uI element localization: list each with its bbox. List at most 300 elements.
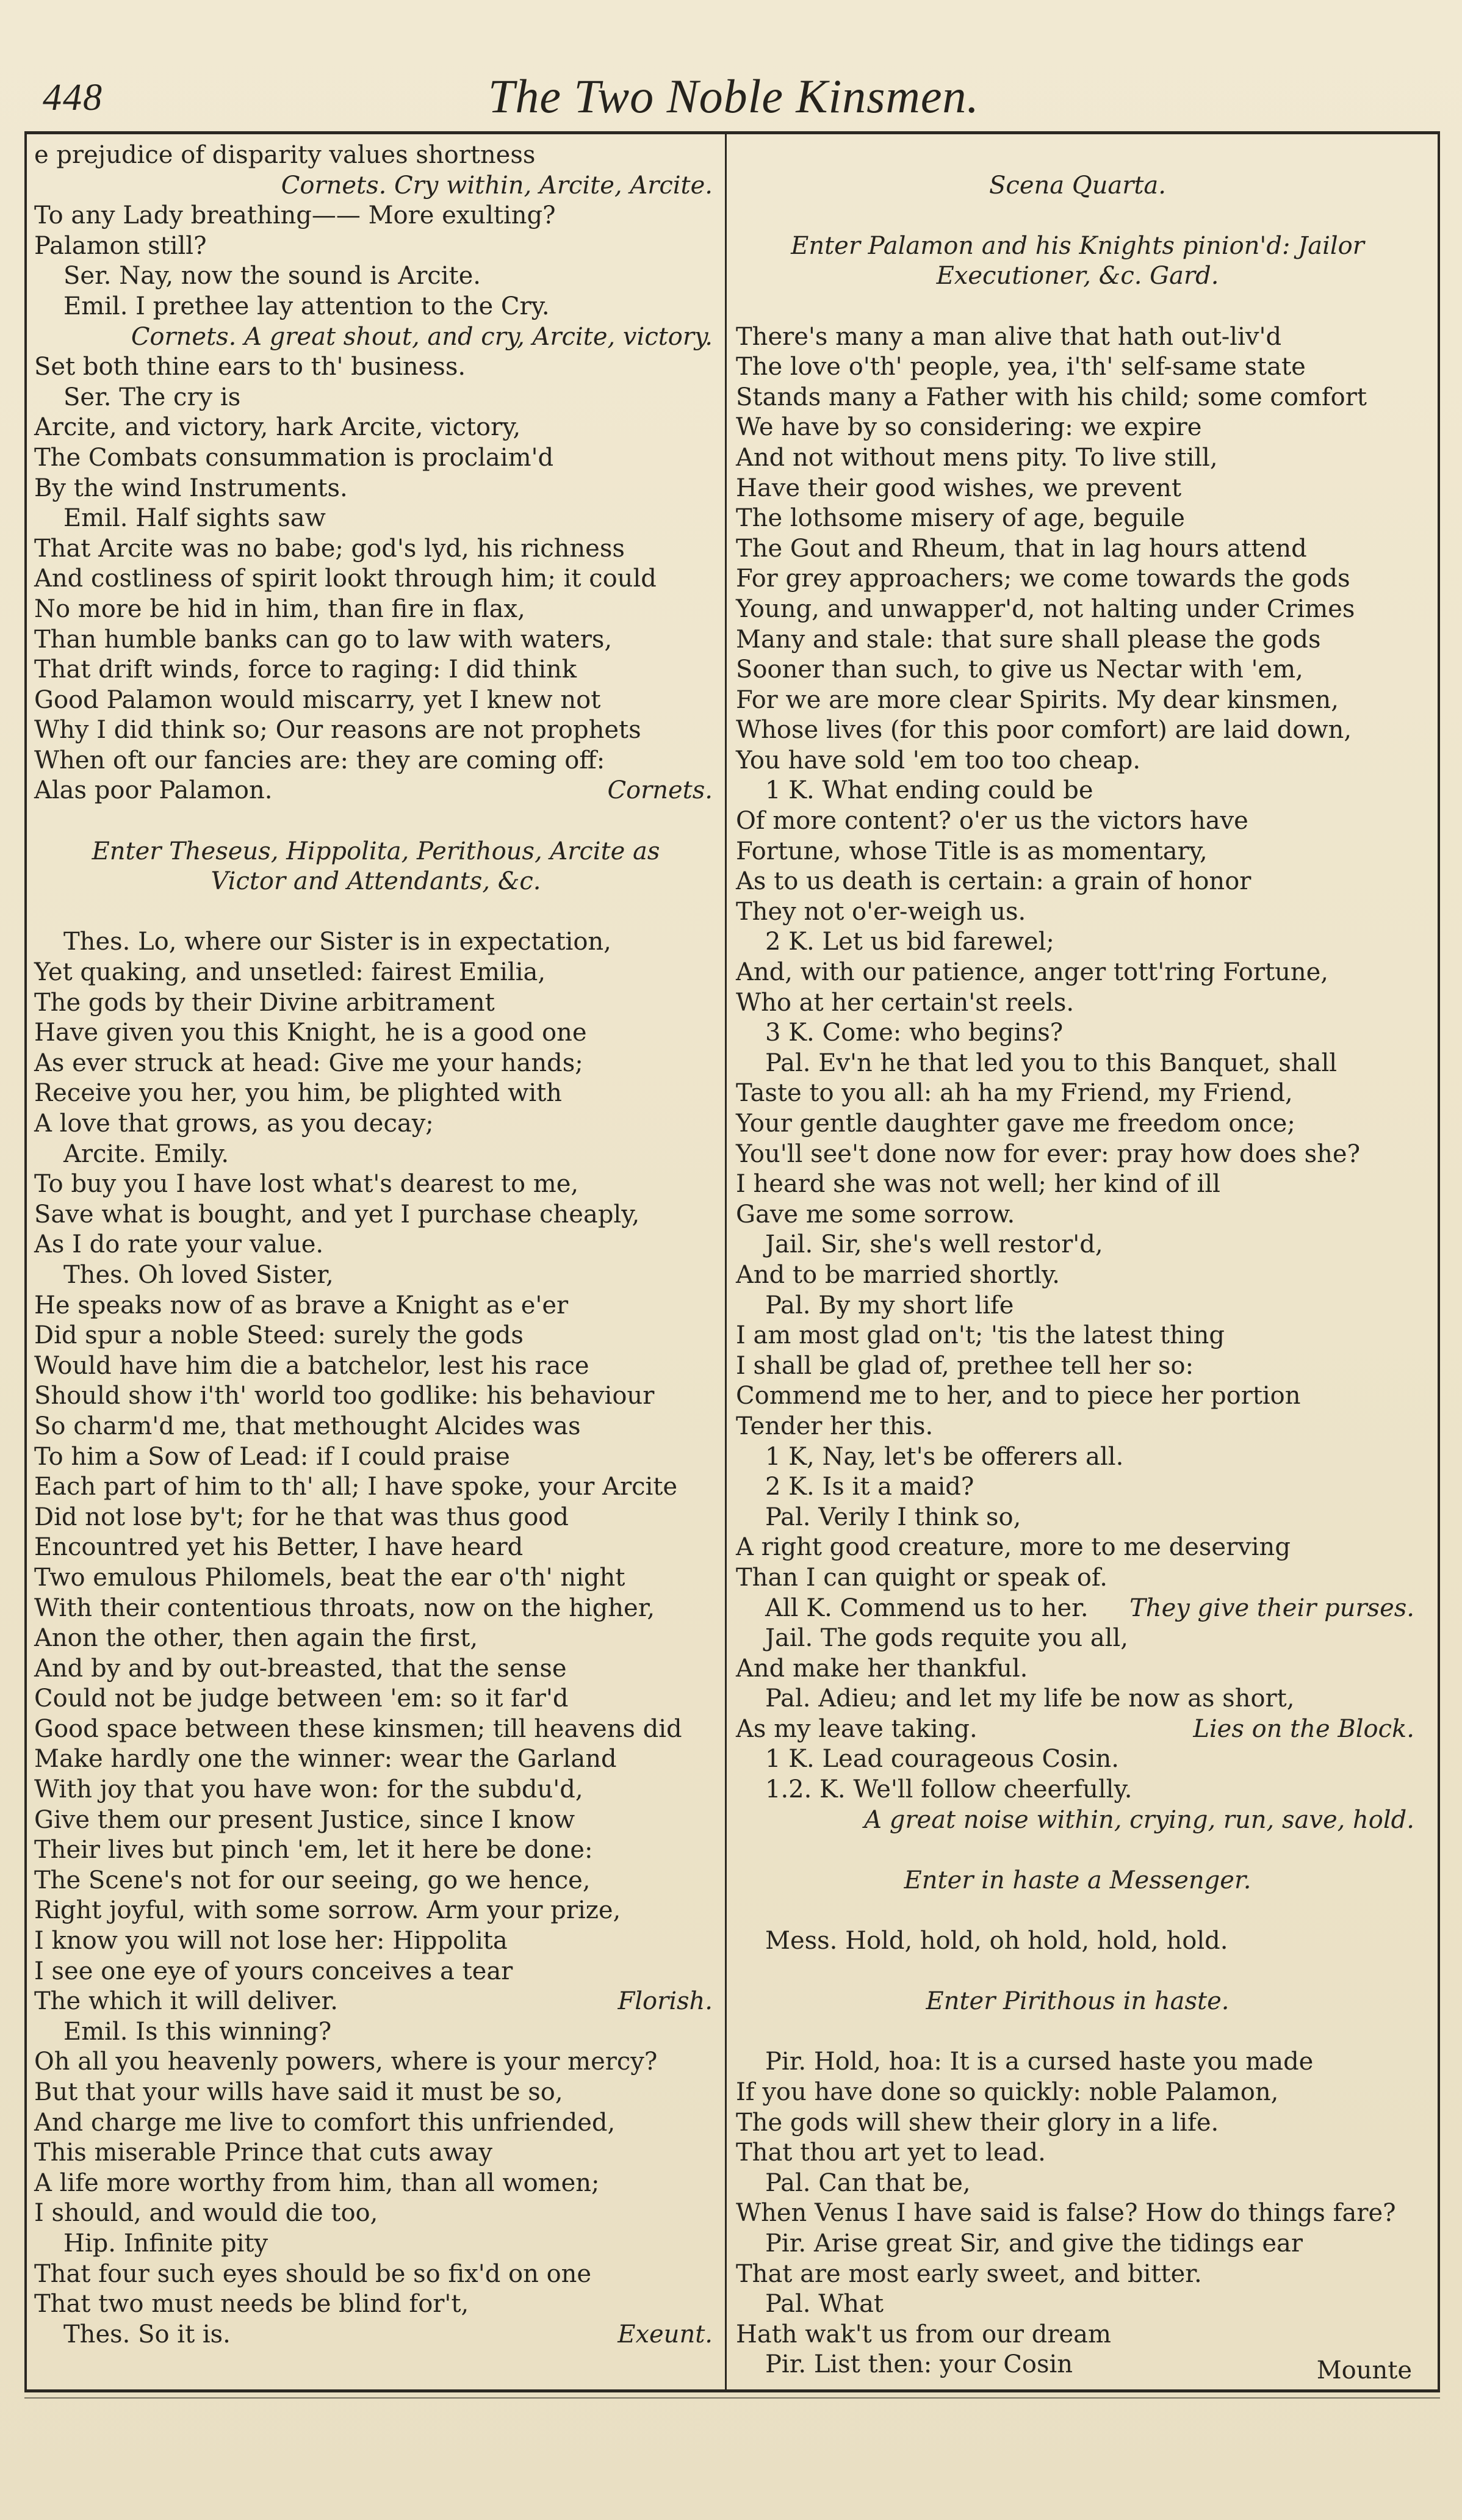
text-line [736,1260,1419,1291]
line-text: Enter in haste a Messenger. [904,1866,1251,1894]
text-line [34,1291,718,1321]
footer-rule [24,2389,1440,2392]
stage-direction: They give their purses. [1129,1594,1414,1622]
line-text: Victor and Attendants, &c. [211,867,541,896]
line-text: He speaks now of as brave a Knight as e'er [34,1291,569,1320]
line-text: Mess. Hold, hold, oh hold, hold, hold. [765,1927,1228,1955]
text-line [736,2198,1419,2229]
line-text: e prejudice of disparity values shortness [34,141,536,169]
line-text: But that your wills have said it must be so, [34,2078,563,2106]
line-text: And to be married shortly. [736,1260,1060,1289]
text-line [34,413,718,443]
line-text: Good space between these kinsmen; till heavens did [34,1714,682,1743]
header-rule [24,131,1440,134]
text-line [34,1109,718,1139]
text-line [34,685,718,716]
right-text-column [736,140,1419,2386]
text-line [34,1472,718,1503]
text-line [736,655,1419,685]
line-text: Why I did think so; Our reasons are not prophets [34,716,641,745]
text-line [736,1775,1419,1805]
line-text: A love that grows, as you decay; [34,1110,434,1138]
page-header [24,58,1440,131]
text-line [34,837,718,867]
text-line [34,1987,718,2017]
text-line [34,1623,718,1654]
line-text: Make hardly one the winner: wear the Garland [34,1745,617,1774]
text-line [34,988,718,1019]
line-text: Ser. The cry is [63,383,241,411]
line-text: 2 K. Is it a maid? [765,1473,974,1501]
line-text: The Gout and Rheum, that in lag hours attend [736,534,1307,563]
line-text: To any Lady breathing—— More exulting? [34,201,556,230]
text-line [736,1563,1419,1594]
line-text: You have sold 'em too too cheap. [736,746,1141,774]
text-line [736,1109,1419,1139]
line-text: For we are more clear Spirits. My dear kinsmen, [736,685,1339,714]
text-line [34,2229,718,2259]
line-text: 1.2. K. We'll follow cheerfully. [765,1775,1133,1804]
text-line [736,988,1419,1019]
line-text: 1 K. What ending could be [765,776,1093,805]
line-text: I heard she was not well; her kind of ill [736,1170,1220,1199]
text-line [34,2108,718,2139]
text-line [736,1503,1419,1533]
text-line [736,322,1419,353]
text-line [34,1200,718,1230]
line-text: Gave me some sorrow. [736,1200,1015,1229]
text-line [34,2198,718,2229]
text-line [736,1866,1419,1896]
line-text: 3 K. Come: who begins? [765,1019,1064,1047]
line-text: A great noise within, crying, run, save, hold. [864,1805,1414,1834]
blank-line [736,140,1419,171]
line-text: All K. Commend us to her. [765,1594,1089,1622]
text-line [34,1533,718,1563]
text-line [736,1351,1419,1382]
stage-direction: Florish. [618,1987,713,2016]
text-line [736,1533,1419,1563]
line-text: A right good creature, more to me deserving [736,1533,1291,1562]
text-line [34,140,718,171]
line-text: Ser. Nay, now the sound is Arcite. [63,262,481,291]
text-line [736,1230,1419,1260]
text-line [736,746,1419,776]
line-text: I shall be glad of, prethee tell her so: [736,1351,1194,1380]
line-text: I see one eye of yours conceives a tear [34,1957,513,1985]
text-line [34,352,718,383]
text-line [736,776,1419,806]
line-text: When oft our fancies are: they are coming off: [34,746,605,774]
text-line [34,474,718,504]
text-line [736,2047,1419,2078]
line-text: The gods will shew their glory in a life. [736,2108,1219,2137]
text-line [736,1169,1419,1200]
text-line [34,655,718,685]
line-text: I know you will not lose her: Hippolita [34,1927,508,1955]
text-line [34,1503,718,1533]
text-line [34,1018,718,1049]
text-line [736,867,1419,897]
text-line [736,837,1419,867]
line-text: That are most early sweet, and bitter. [736,2259,1202,2288]
line-text: A life more worthy from him, than all women; [34,2168,600,2197]
line-text: The Combats consummation is proclaim'd [34,443,554,472]
line-text: Give them our present Justice, since I know [34,1805,575,1834]
line-text: Cornets. Cry within, Arcite, Arcite. [281,171,713,200]
text-line [34,867,718,897]
text-line [34,958,718,988]
line-text: 2 K. Let us bid farewel; [765,928,1054,956]
text-line [736,443,1419,474]
text-line [736,1926,1419,1957]
catchword: Mounte [1316,2356,1412,2385]
text-line [34,231,718,262]
line-text: Enter Pirithous in haste. [926,1987,1230,2016]
line-text: Have given you this Knight, he is a good one [34,1019,587,1047]
line-text: Cornets. A great shout, and cry, Arcite, victory. [131,322,713,351]
text-line [736,1684,1419,1714]
line-text: Enter Palamon and his Knights pinion'd: Jailor [791,231,1364,260]
blank-line [736,201,1419,231]
stage-direction: Cornets. [607,776,713,805]
line-text: As my leave taking. [736,1714,978,1743]
text-line [736,1442,1419,1473]
line-text: Oh all you heavenly powers, where is your mercy? [34,2048,658,2076]
line-text: Each part of him to th' all; I have spoke, your Arcite [34,1473,678,1501]
line-text: Thes. So it is. [63,2320,231,2349]
text-line [736,2229,1419,2259]
text-line [34,1714,718,1745]
column-divider-rule [725,131,727,2389]
text-line [34,322,718,353]
line-text: You'll see't done now for ever: pray how does she? [736,1139,1361,1168]
text-line [34,2047,718,2078]
text-line [736,1805,1419,1836]
text-line [34,1169,718,1200]
text-line [34,1078,718,1109]
text-line [34,1260,718,1291]
line-text: I should, and would die too, [34,2199,378,2228]
text-line [34,1654,718,1684]
line-text: Than humble banks can go to law with waters, [34,625,613,654]
text-line [736,685,1419,716]
text-line [34,2320,718,2350]
line-text: We have by so considering: we expire [736,413,1202,442]
stage-direction: Exeunt. [618,2320,713,2349]
text-line [736,2078,1419,2108]
text-line [736,1714,1419,1745]
line-text: Did spur a noble Steed: surely the gods [34,1321,524,1350]
line-text: This miserable Prince that cuts away [34,2139,493,2167]
line-text: Alas poor Palamon. [34,776,273,805]
text-line [736,413,1419,443]
text-line [34,1381,718,1412]
line-text: As to us death is certain: a grain of honor [736,867,1251,896]
line-text: Encountred yet his Better, I have heard [34,1533,524,1562]
text-line [34,292,718,322]
line-text: Arcite, and victory, hark Arcite, victory, [34,413,521,442]
text-line [34,1230,718,1260]
line-text: Pal. By my short life [765,1291,1014,1320]
line-text: Yet quaking, and unsetled: fairest Emilia, [34,958,546,987]
text-line [34,1805,718,1836]
text-line [34,443,718,474]
line-text: Set both thine ears to th' business. [34,353,466,381]
line-text: Their lives but pinch 'em, let it here be done: [34,1836,593,1865]
line-text: That drift winds, force to raging: I did think [34,655,577,684]
text-line [736,958,1419,988]
line-text: Emil. I prethee lay attention to the Cry. [63,292,550,320]
text-line [34,776,718,806]
line-text: Thes. Lo, where our Sister is in expectation, [63,928,611,956]
line-text: Many and stale: that sure shall please the gods [736,625,1321,654]
line-text: The which it will deliver. [34,1987,338,2016]
line-text: Commend me to her, and to piece her portion [736,1382,1301,1410]
line-text: Palamon still? [34,231,207,260]
text-line [736,2259,1419,2290]
line-text: Of more content? o'er us the victors have [736,807,1248,836]
line-text: Sooner than such, to give us Nectar with 'em, [736,655,1303,684]
line-text: Good Palamon would miscarry, yet I knew not [34,685,601,714]
text-line [736,2289,1419,2320]
line-text: Should show i'th' world too godlike: his behaviour [34,1382,655,1410]
left-text-column [34,140,718,2386]
text-line [34,2259,718,2290]
line-text: No more be hid in him, than fire in flax, [34,594,525,623]
line-text: Hath wak't us from our dream [736,2320,1111,2349]
line-text: Pal. Ev'n he that led you to this Banquet, shall [765,1049,1338,1077]
text-line [736,261,1419,292]
line-text: That two must needs be blind for't, [34,2290,469,2319]
line-text: Than I can quight or speak of. [736,1563,1108,1592]
text-line [34,1835,718,1866]
line-text: Could not be judge between 'em: so it far'd [34,1684,569,1713]
blank-line [736,1835,1419,1866]
line-text: Hip. Infinite pity [63,2229,268,2258]
blank-line [736,1957,1419,1987]
stage-direction: Lies on the Block. [1193,1714,1414,1743]
line-text: Pir. List then: your Cosin [765,2350,1073,2379]
text-line [34,715,718,746]
blank-line [34,897,718,928]
line-text: 1 K. Lead courageous Cosin. [765,1745,1119,1774]
text-line [736,1018,1419,1049]
text-line [34,1321,718,1351]
text-line [736,352,1419,383]
blank-line [34,806,718,837]
running-title: The Two Noble Kinsmen. [488,70,979,123]
text-line [34,746,718,776]
text-line [34,1139,718,1170]
text-line [34,1442,718,1473]
line-text: The lothsome misery of age, beguile [736,504,1185,533]
line-text: Right joyful, with some sorrow. Arm your prize, [34,1896,621,1925]
text-line [34,171,718,201]
text-line [34,1866,718,1896]
text-line [34,1684,718,1714]
line-text: By the wind Instruments. [34,474,348,502]
line-text: And make her thankful. [736,1654,1028,1683]
line-text: Pal. What [765,2290,884,2319]
footer-rule-thin [24,2397,1440,2399]
text-line [34,504,718,534]
text-line [34,2017,718,2048]
line-text: And charge me live to comfort this unfriended, [34,2108,616,2137]
line-text: There's many a man alive that hath out-liv'd [736,322,1282,351]
text-line [736,1321,1419,1351]
line-text: When Venus I have said is false? How do things fare? [736,2199,1396,2228]
line-text: That four such eyes should be so fix'd on one [34,2259,592,2288]
blank-line [736,1896,1419,1926]
line-text: I am most glad on't; 'tis the latest thing [736,1321,1225,1350]
line-text: Receive you her, you him, be plighted with [34,1079,562,1108]
text-line [736,2138,1419,2168]
text-line [34,1412,718,1442]
text-line [736,1594,1419,1624]
text-line [736,897,1419,928]
line-text: With joy that you have won: for the subdu'd, [34,1775,583,1804]
line-text: Fortune, whose Title is as momentary, [736,837,1208,865]
text-line [34,201,718,231]
line-text: Pir. Arise great Sir, and give the tidings ear [765,2229,1303,2258]
text-line [736,1744,1419,1775]
line-text: Arcite. Emily. [63,1139,229,1168]
text-line [736,1078,1419,1109]
line-text: As I do rate your value. [34,1230,324,1259]
line-text: Scena Quarta. [989,171,1166,200]
text-line [736,1987,1419,2017]
text-line [736,927,1419,958]
text-line [736,806,1419,837]
text-line [34,1563,718,1594]
line-text: Two emulous Philomels, beat the ear o'th' night [34,1563,625,1592]
text-line [34,594,718,625]
line-text: And costliness of spirit lookt through him; it could [34,565,657,593]
line-text: Emil. Is this winning? [63,2017,332,2046]
line-text: So charm'd me, that methought Alcides was [34,1412,581,1440]
line-text: The love o'th' people, yea, i'th' self-same state [736,353,1306,381]
text-line [34,534,718,565]
text-line [34,383,718,413]
line-text: The gods by their Divine arbitrament [34,988,495,1017]
page-number: 448 [43,77,103,118]
blank-line [736,2017,1419,2048]
text-line [736,1381,1419,1412]
blank-line [736,292,1419,322]
text-line [736,1623,1419,1654]
text-line [34,2289,718,2320]
text-line [736,2320,1419,2350]
text-line [34,927,718,958]
line-text: Pal. Can that be, [765,2168,971,2197]
text-line [34,261,718,292]
line-text: Jail. Sir, she's well restor'd, [765,1230,1103,1259]
line-text: The Scene's not for our seeing, go we hence, [34,1866,591,1894]
text-line [34,2078,718,2108]
line-text: Save what is bought, and yet I purchase cheaply, [34,1200,640,1229]
line-text: Would have him die a batchelor, lest his race [34,1351,589,1380]
line-text: Taste to you all: ah ha my Friend, my Friend, [736,1079,1293,1108]
line-text: That Arcite was no babe; god's lyd, his richness [34,534,625,563]
line-text: Who at her certain'st reels. [736,988,1075,1017]
text-line [736,1291,1419,1321]
line-text: Tender her this. [736,1412,934,1440]
line-text: 1 K, Nay, let's be offerers all. [765,1442,1124,1471]
text-line [736,625,1419,655]
text-line [736,1049,1419,1079]
text-line [736,504,1419,534]
line-text: And by and by out-breasted, that the sense [34,1654,567,1683]
text-line [34,1049,718,1079]
text-line [736,231,1419,262]
text-line [34,1896,718,1926]
right-border-rule [1438,131,1440,2389]
line-text: Did not lose by't; for he that was thus good [34,1503,569,1531]
line-text: As ever struck at head: Give me your hands; [34,1049,583,1077]
text-line [736,383,1419,413]
line-text: And, with our patience, anger tott'ring Fortune, [736,958,1328,987]
text-line [736,715,1419,746]
line-text: Pal. Adieu; and let my life be now as short, [765,1684,1295,1713]
line-text: Thes. Oh loved Sister, [63,1260,334,1289]
line-text: And not without mens pity. To live still, [736,443,1218,472]
line-text: Have their good wishes, we prevent [736,474,1182,502]
text-line [736,474,1419,504]
text-line [34,564,718,594]
line-text: Enter Theseus, Hippolita, Perithous, Arcite as [92,837,660,865]
text-line [34,2138,718,2168]
text-line [34,1744,718,1775]
text-line [34,2168,718,2199]
text-line [736,1200,1419,1230]
text-line [736,1472,1419,1503]
text-line [736,1412,1419,1442]
text-line [736,564,1419,594]
line-text: They not o'er-weigh us. [736,897,1026,926]
text-line [736,534,1419,565]
text-line [34,625,718,655]
text-line [34,1926,718,1957]
line-text: Whose lives (for this poor comfort) are laid down, [736,716,1352,745]
text-line [736,594,1419,625]
line-text: Emil. Half sights saw [63,504,326,533]
line-text: Anon the other, then again the first, [34,1624,478,1653]
text-line [736,1139,1419,1170]
line-text: To him a Sow of Lead: if I could praise [34,1442,510,1471]
line-text: Jail. The gods requite you all, [765,1624,1128,1653]
line-text: Pal. Verily I think so, [765,1503,1021,1531]
line-text: Young, and unwapper'd, not halting under Crimes [736,594,1355,623]
left-border-rule [24,131,27,2389]
line-text: If you have done so quickly: noble Palamon, [736,2078,1279,2106]
line-text: Executioner, &c. Gard. [936,262,1219,291]
text-line [736,2108,1419,2139]
line-text: Your gentle daughter gave me freedom once; [736,1110,1295,1138]
text-line [736,2168,1419,2199]
text-line [34,1594,718,1624]
line-text: Stands many a Father with his child; some comfort [736,383,1367,411]
text-line [736,171,1419,201]
line-text: That thou art yet to lead. [736,2139,1046,2167]
line-text: With their contentious throats, now on the higher, [34,1594,655,1622]
line-text: Pir. Hold, hoa: It is a cursed haste you made [765,2048,1314,2076]
line-text: For grey approachers; we come towards the gods [736,565,1350,593]
line-text: To buy you I have lost what's dearest to me, [34,1170,579,1199]
text-line [34,1351,718,1382]
text-line [34,1775,718,1805]
text-line [736,1654,1419,1684]
